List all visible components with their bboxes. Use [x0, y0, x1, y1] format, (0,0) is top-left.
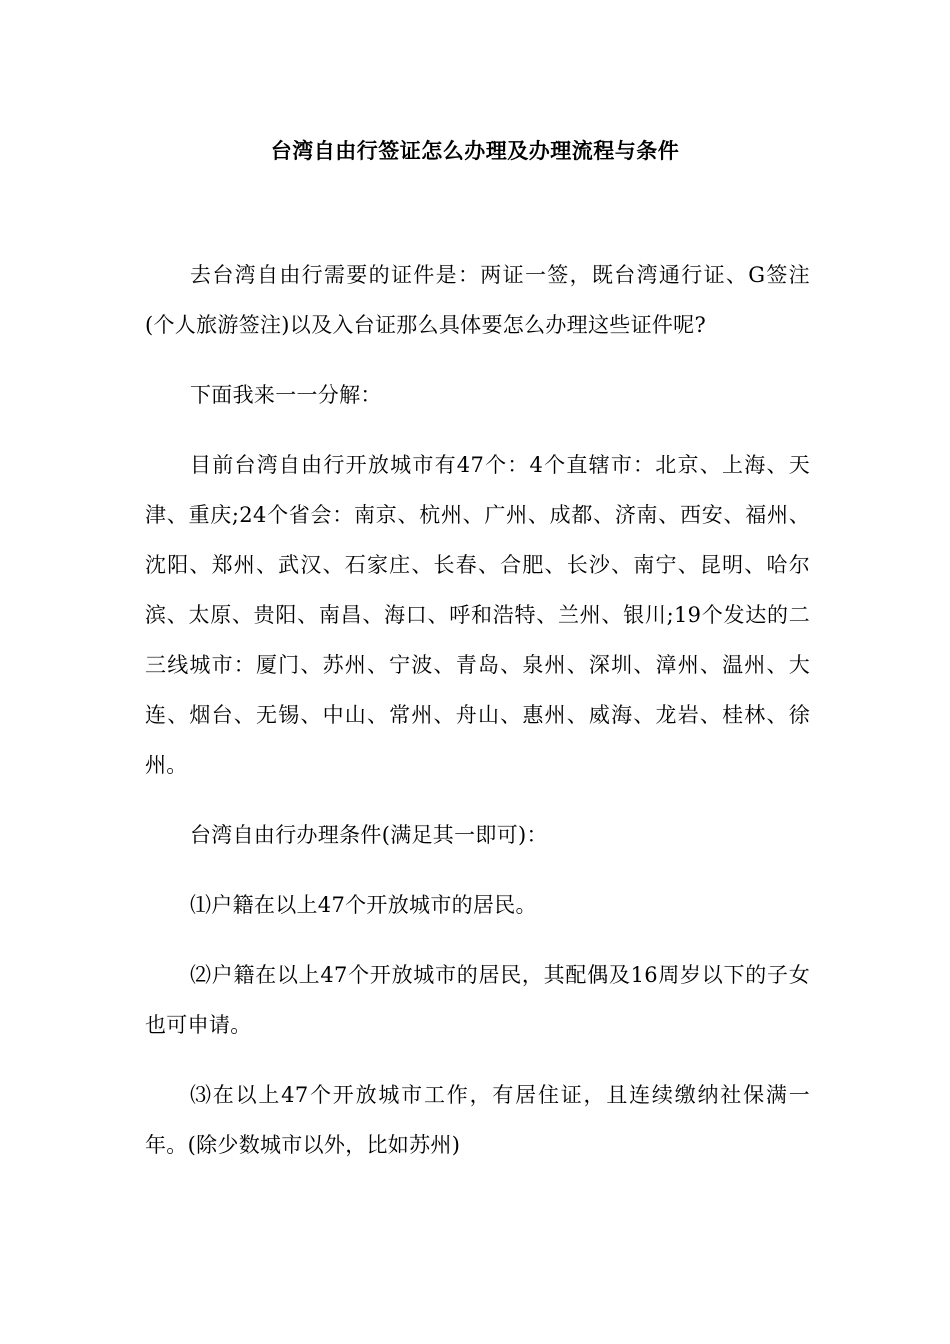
paragraph-open-cities: 目前台湾自由行开放城市有47个：4个直辖市：北京、上海、天津、重庆;24个省会：南京、杭州、广州、成都、济南、西安、福州、沈阳、郑州、武汉、石家庄、长春、合肥、长沙、南宁、昆明、哈尔滨、太原、贵阳、南昌、海口、呼和浩特、兰州、银川;19个发达的二三线城市：厦门、苏州、宁波、青岛、泉州、深圳、漳州、温州、大连、烟台、无锡、中山、常州、舟山、惠州、威海、龙岩、桂林、徐州。	[145, 453, 810, 777]
paragraph-condition-2: ⑵户籍在以上47个开放城市的居民，其配偶及16周岁以下的子女也可申请。	[145, 963, 810, 1037]
paragraph-required-documents: 去台湾自由行需要的证件是：两证一签，既台湾通行证、G签注(个人旅游签注)以及入台证那么具体要怎么办理这些证件呢?	[145, 263, 810, 337]
paragraph-conditions-heading: 台湾自由行办理条件(满足其一即可)：	[190, 823, 548, 847]
paragraph-condition-1: ⑴户籍在以上47个开放城市的居民。	[190, 893, 537, 917]
document-body	[145, 250, 810, 1190]
document-title: 台湾自由行签证怎么办理及办理流程与条件	[270, 138, 680, 163]
paragraph-intro: 下面我来一一分解：	[190, 383, 382, 407]
paragraph-condition-3: ⑶在以上47个开放城市工作，有居住证，且连续缴纳社保满一年。(除少数城市以外，比如苏州)	[145, 1083, 810, 1157]
